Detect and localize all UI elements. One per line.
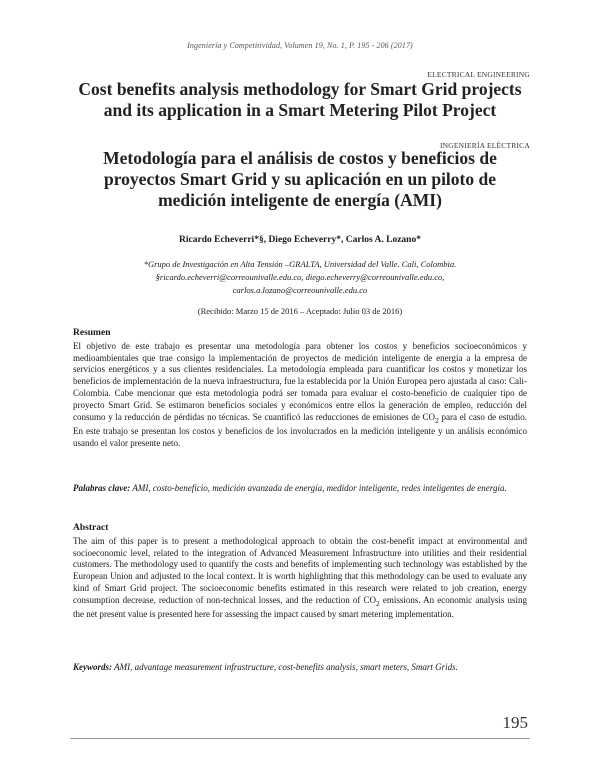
page-number: 195 <box>502 713 528 732</box>
resumen-heading: Resumen <box>73 328 111 338</box>
abstract-section <box>73 523 527 621</box>
palabras-clave-label: Palabras clave: <box>73 483 131 493</box>
section-tag-english: ELECTRICAL ENGINEERING <box>427 70 530 79</box>
title-english-line: Cost benefits analysis methodology for Smart Grid projects <box>78 79 522 99</box>
title-spanish <box>60 148 540 211</box>
keywords-text: AMI, advantage measurement infrastructure, cost-benefits analysis, smart meters, Smart Grids. <box>112 662 458 672</box>
resumen-text-part: para el caso de estudio. En este trabajo se presentan los costos y beneficios de los involucrados en la medición inteligente y un análisis económico usando el valor presente neto. <box>73 411 528 448</box>
subscript: 2 <box>375 598 380 608</box>
keywords <box>73 662 527 674</box>
abstract-text-part: The aim of this paper is to present a methodological approach to obtain the cost-benefit impact at environmental and socioeconomic level, related to the integration of Advanced Measurement Infrastructure into utilities and their residential customers. The methodology used to quantify the costs and benefits of implementing such technology was established by the European Union and adjusted to the local context. It is worth highlighting that this methodology can be used to evaluate any kind of Smart Grid project. The socioeconomic benefits estimated in this research were related to job creation, energy consumption decrease, reduction of non-technical losses, and the reduction of CO <box>73 535 527 605</box>
section-tag-spanish: INGENIERÍA ELÉCTRICA <box>439 141 530 150</box>
title-english-line: and its application in a Smart Metering Pilot Project <box>103 100 497 120</box>
palabras-clave <box>73 483 527 495</box>
abstract-text <box>73 536 527 621</box>
authors: Ricardo Echeverri*§, Diego Echeverry*, Carlos A. Lozano* <box>179 235 421 245</box>
abstract-text-part: emissions. An economic analysis using the net present value is presented here for assessing the impact caused by smart metering implementation. <box>73 594 527 620</box>
title-spanish-line: medición inteligente de energía (AMI) <box>158 190 442 210</box>
resumen-text <box>73 341 527 450</box>
resumen-text-part: El objetivo de este trabajo es presentar una metodología para obtener los costos y beneficios socioeconómicos y medioambientales que trae consigo la implementación de proyectos de medición inteligente de energía a la empresa de servicios energéticos y a sus clientes residenciales. La metodología empleada para cuantificar los costos y monetizar los beneficios de implementación de la nueva infraestructura, fue la establecida por la Unión Europea pero ajustada al caso: Cali-Colombia. Cabe mencionar que esta metodología podrá ser tomada para evaluar el costo-beneficio de cualquier tipo de proyecto Smart Grid. Se estimaron beneficios sociales y económicos entre ellos la generación de empleo, reducción del consumo y la reducción de pérdidas no técnicas. Se cuantificó las reducciones de emisiones de CO <box>73 340 527 422</box>
resumen-section <box>73 328 527 450</box>
title-english <box>60 79 540 121</box>
subscript: 2 <box>435 415 439 425</box>
affiliation: *Grupo de Investigación en Alta Tensión –GRALTA, Universidad del Valle. Cali, Colombia. <box>143 259 457 269</box>
title-spanish-line: Metodología para el análisis de costos y beneficios de <box>103 148 497 168</box>
author-emails: §ricardo.echeverri@correounivalle.edu.co, diego.echeverry@correounivalle.edu.co, <box>155 272 445 282</box>
title-spanish-line: proyectos Smart Grid y su aplicación en un piloto de <box>104 169 496 189</box>
keywords-label: Keywords: <box>73 662 112 672</box>
author-emails: carlos.a.lozano@correounivalle.edu.co <box>232 285 368 295</box>
running-head: Ingeniería y Competitividad, Volumen 19, No. 1, P. 195 - 206 (2017) <box>187 41 413 50</box>
palabras-clave-text: AMI, costo-beneficio, medición avanzada de energía, medidor inteligente, redes inteligentes de energía. <box>130 483 507 493</box>
abstract-heading: Abstract <box>73 523 109 533</box>
received-accepted-dates: (Recibido: Marzo 15 de 2016 – Aceptado: Julio 03 de 2016) <box>197 306 403 316</box>
footer-rule <box>70 738 530 739</box>
